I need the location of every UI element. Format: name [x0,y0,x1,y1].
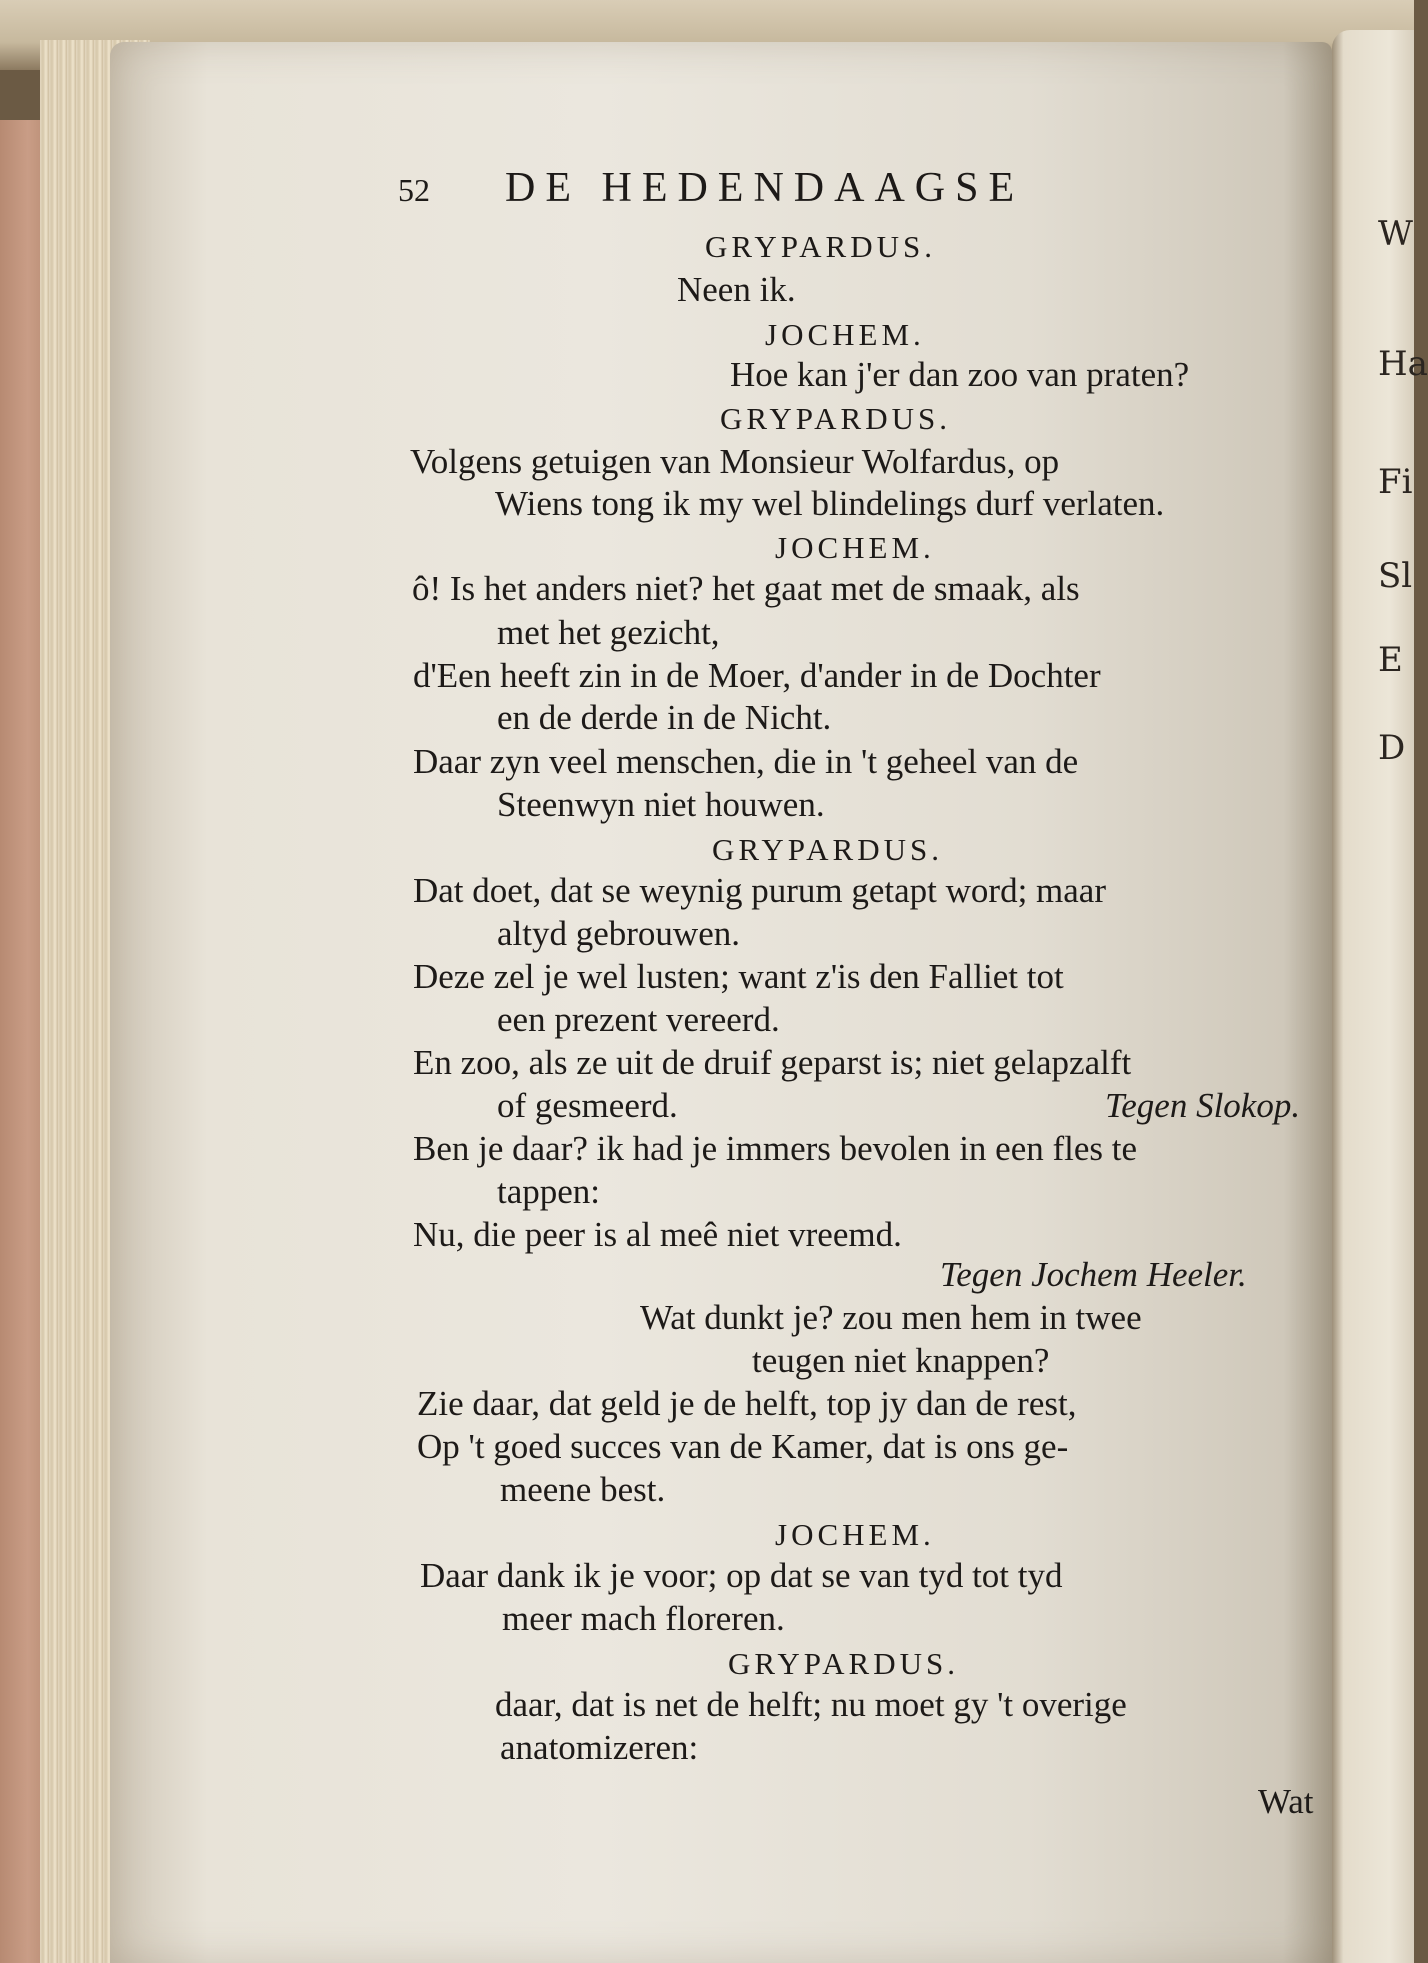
verse-line: meer mach floreren. [502,1599,785,1638]
verse-line: tappen: [497,1172,601,1211]
verse-line: Wat dunkt je? zou men hem in twee [640,1298,1142,1337]
verse-line: Nu, die peer is al meê niet vreemd. [413,1215,902,1254]
speaker-name: JOCHEM. [775,1517,935,1552]
verse-line: en de derde in de Nicht. [497,698,832,737]
facing-page-letter: W [1378,214,1413,254]
facing-page-letter: Ha [1378,344,1428,384]
speaker-name: GRYPARDUS. [728,1646,959,1681]
verse-line: Wiens tong ik my wel blindelings durf verlaten. [495,484,1165,523]
verse-line: Zie daar, dat geld je de helft, top jy dan de rest, [417,1384,1077,1423]
verse-line: meene best. [500,1470,666,1509]
facing-page-letter: E [1378,640,1403,680]
speaker-name: GRYPARDUS. [705,229,936,264]
verse-line: Dat doet, dat se weynig purum getapt word; maar [413,871,1106,910]
verse-line: daar, dat is net de helft; nu moet gy 't overige [495,1685,1127,1724]
speaker-name: JOCHEM. [765,317,925,352]
verse-line: Volgens getuigen van Monsieur Wolfardus, op [410,442,1060,481]
stage-direction: Tegen Jochem Heeler. [940,1255,1247,1294]
verse-line: Daar zyn veel menschen, die in 't geheel van de [413,742,1079,781]
verse-line: ô! Is het anders niet? het gaat met de smaak, als [412,569,1080,608]
running-title: DE HEDENDAAGSE [505,165,1025,211]
verse-line: met het gezicht, [497,613,720,652]
verse-line: En zoo, als ze uit de druif geparst is; niet gelapzalft [413,1043,1132,1082]
catchword: Wat [1258,1782,1314,1821]
verse-line: d'Een heeft zin in de Moer, d'ander in de Dochter [413,656,1101,695]
verse-line: teugen niet knappen? [752,1341,1050,1380]
verse-line: Steenwyn niet houwen. [497,785,825,824]
speaker-name: GRYPARDUS. [720,401,951,436]
stage-direction: Tegen Slokop. [1105,1086,1301,1125]
verse-line: Neen ik. [677,270,796,309]
speaker-name: GRYPARDUS. [712,832,943,867]
verse-line: Ben je daar? ik had je immers bevolen in een fles te [413,1129,1138,1168]
verse-line: Hoe kan j'er dan zoo van praten? [730,355,1190,394]
verse-line: Deze zel je wel lusten; want z'is den Falliet tot [413,957,1064,996]
verse-line: altyd gebrouwen. [497,914,740,953]
page-number: 52 [398,172,430,208]
verse-line: Op 't goed succes van de Kamer, dat is ons ge- [417,1427,1069,1466]
verse-line: anatomizeren: [500,1728,699,1767]
facing-page-letter: D [1378,728,1406,768]
verse-line: Daar dank ik je voor; op dat se van tyd tot tyd [420,1556,1063,1595]
verse-line: een prezent vereerd. [497,1000,780,1039]
verse-line: of gesmeerd. [497,1086,678,1125]
speaker-name: JOCHEM. [775,530,935,565]
facing-page-letter: Sl [1378,556,1413,596]
facing-page-letter: Fi [1378,462,1413,502]
